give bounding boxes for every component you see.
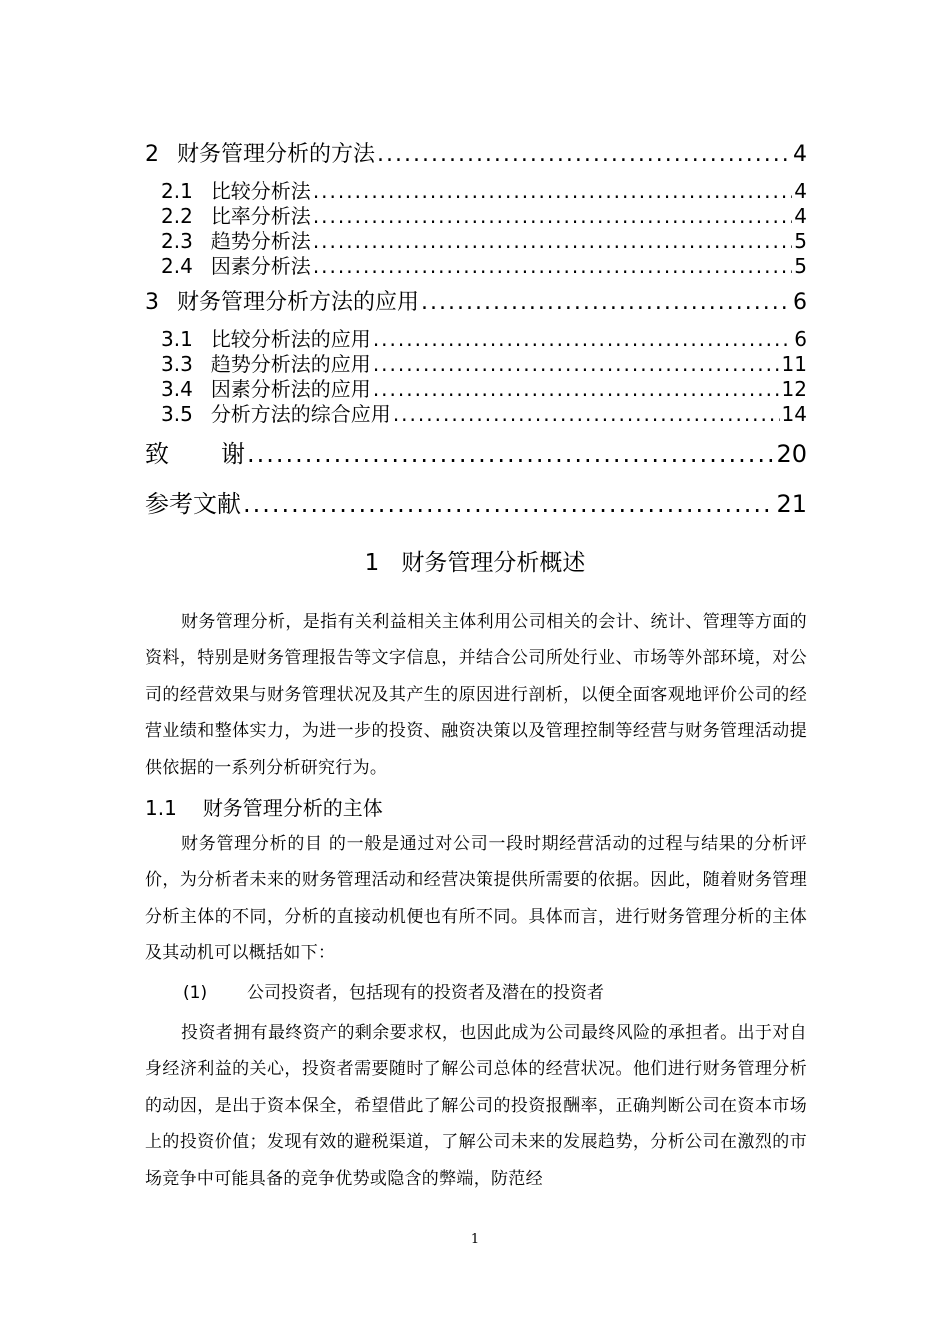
toc-page: 12 [781, 377, 807, 401]
toc-title: 趋势分析法 [210, 229, 311, 253]
toc-number: 2 [145, 142, 159, 167]
section-heading: 1 财务管理分析概述 [364, 550, 586, 576]
toc-title: 比较分析法的应用 [210, 327, 371, 351]
toc-leader-dots [393, 402, 780, 426]
toc-page: 5 [794, 229, 807, 253]
toc-page: 4 [794, 204, 807, 228]
page-number: 1 [470, 1232, 480, 1247]
toc-title: 分析方法的综合应用 [210, 402, 391, 426]
toc-entry[interactable] [145, 250, 807, 279]
toc-page: 4 [794, 179, 807, 203]
toc-page: 6 [794, 327, 807, 351]
toc-page: 20 [776, 440, 807, 468]
list-item: (1) 公司投资者，包括现有的投资者及潜在的投资者 [183, 983, 604, 1003]
subsection-heading: 1.1 财务管理分析的主体 [145, 796, 383, 820]
body-paragraph: 投资者拥有最终资产的剩余要求权，也因此成为公司最终风险的承担者。出于对自身经济利益的关心，投资者需要随时了解公司总体的经营状况。他们进行财务管理分析的动因，是出于资本保全，希望借此了解公司的投资报酬率，正确判断公司在资本市场上的投资价值；发现有效的避税渠道，了解公司未来的发展趋势，分析公司在激烈的市场竞争中可能具备的竞争优势或隐含的弊端，防范经 [145, 1023, 807, 1189]
toc-number: 3.1 [161, 327, 193, 351]
toc-page: 4 [793, 142, 807, 167]
toc-page: 6 [793, 290, 807, 315]
toc-title: 财务管理分析的方法 [177, 142, 376, 167]
toc-title: 致 谢 [145, 440, 245, 468]
body-paragraph: 财务管理分析的目 的一般是通过对公司一段时期经营活动的过程与结果的分析评价，为分析者未来的财务管理活动和经营决策提供所需要的依据。因此，随着财务管理分析主体的不同，分析的直接动机便也有所不同。具体而言，进行财务管理分析的主体及其动机可以概括如下： [145, 834, 807, 964]
toc-page: 21 [776, 490, 807, 518]
toc-title: 参考文献 [145, 490, 241, 518]
toc-number: 3.4 [161, 377, 193, 401]
toc-leader-dots [313, 254, 792, 278]
toc-title: 财务管理分析方法的应用 [177, 290, 420, 315]
toc-title: 比较分析法 [210, 179, 311, 203]
toc-number: 2.3 [161, 229, 193, 253]
toc-leader-dots [247, 440, 774, 468]
intro-paragraph: 财务管理分析，是指有关利益相关主体利用公司相关的会计、统计、管理等方面的资料，特别是财务管理报告等文字信息，并结合公司所处行业、市场等外部环境，对公司的经营效果与财务管理状况及其产生的原因进行剖析，以便全面客观地评价公司的经营业绩和整体实力，为进一步的投资、融资决策以及管理控制等经营与财务管理活动提供依据的一系列分析研究行为。 [145, 612, 807, 778]
toc-number: 2.1 [161, 179, 193, 203]
toc-page: 5 [794, 254, 807, 278]
toc-leader-dots [377, 142, 791, 167]
toc-entry-references[interactable] [145, 484, 807, 519]
toc-leader-dots [421, 290, 791, 315]
toc-number: 3.3 [161, 352, 193, 376]
toc-title: 比率分析法 [210, 204, 311, 228]
toc-number: 2.4 [161, 254, 193, 278]
toc-number: 2.2 [161, 204, 193, 228]
toc-page: 14 [781, 402, 807, 426]
toc-number: 3.5 [161, 402, 193, 426]
toc-title: 因素分析法 [210, 254, 311, 278]
toc-leader-dots [243, 490, 774, 518]
toc-entry[interactable] [145, 398, 807, 427]
toc-entry[interactable] [145, 137, 807, 168]
toc-page: 11 [781, 352, 807, 376]
toc-number: 3 [145, 290, 159, 315]
toc-title: 因素分析法的应用 [210, 377, 371, 401]
toc-entry-acknowledgement[interactable] [145, 434, 807, 469]
toc-entry[interactable] [145, 285, 807, 316]
toc-title: 趋势分析法的应用 [210, 352, 371, 376]
